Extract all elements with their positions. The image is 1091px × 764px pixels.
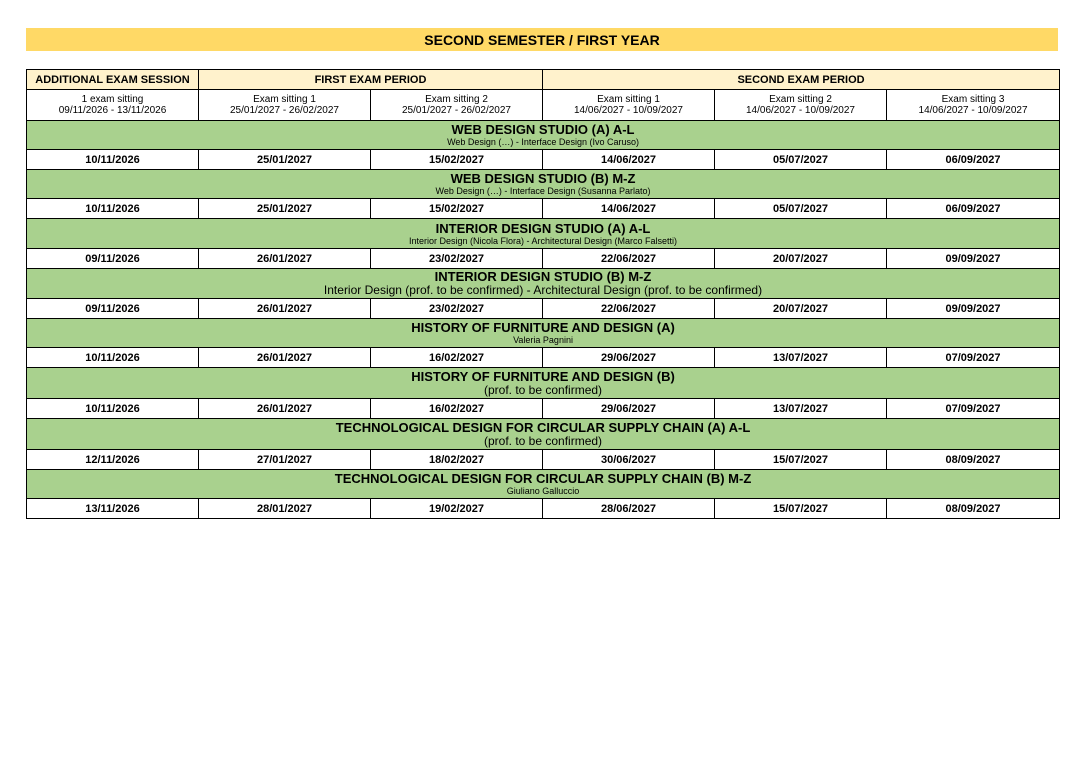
course-header-row	[27, 319, 1060, 348]
exam-date-cell: 09/09/2027	[887, 299, 1060, 319]
sitting-cell	[27, 90, 199, 121]
course-name: HISTORY OF FURNITURE AND DESIGN (A)	[411, 320, 675, 335]
sitting-cell	[543, 90, 715, 121]
exam-date-cell: 22/06/2027	[543, 299, 715, 319]
exam-date-cell: 28/06/2027	[543, 499, 715, 519]
course-name: TECHNOLOGICAL DESIGN FOR CIRCULAR SUPPLY CHAIN (B) M-Z	[334, 471, 752, 486]
exam-date-cell: 14/06/2027	[543, 150, 715, 170]
sitting-label: Exam sitting 3	[941, 94, 1005, 105]
sitting-cell	[887, 90, 1060, 121]
course-name: INTERIOR DESIGN STUDIO (A) A-L	[435, 220, 651, 236]
exam-date-cell: 06/09/2027	[887, 199, 1060, 219]
sitting-label: 1 exam sitting	[81, 94, 144, 105]
course-teachers: (prof. to be confirmed)	[483, 433, 603, 448]
exam-date-cell: 10/11/2026	[27, 348, 199, 368]
course-name: TECHNOLOGICAL DESIGN FOR CIRCULAR SUPPLY CHAIN (A) A-L	[335, 419, 751, 435]
exam-date-cell: 15/07/2027	[715, 450, 887, 470]
exam-dates-row	[27, 199, 1060, 219]
sitting-range: 14/06/2027 - 10/09/2027	[746, 105, 855, 116]
exam-date-cell: 10/11/2026	[27, 199, 199, 219]
exam-date-cell: 07/09/2027	[887, 399, 1060, 419]
course-cell	[27, 219, 1060, 249]
exam-date-cell: 26/01/2027	[199, 348, 371, 368]
exam-date-cell: 26/01/2027	[199, 399, 371, 419]
exam-date-cell: 15/02/2027	[371, 199, 543, 219]
exam-date-cell: 05/07/2027	[715, 150, 887, 170]
exam-schedule-table	[26, 69, 1060, 519]
first-period-header: FIRST EXAM PERIOD	[199, 70, 543, 90]
exam-dates-row	[27, 450, 1060, 470]
course-cell	[27, 368, 1060, 399]
exam-date-cell: 25/01/2027	[199, 150, 371, 170]
exam-date-cell: 16/02/2027	[371, 348, 543, 368]
exam-date-cell: 29/06/2027	[543, 399, 715, 419]
exam-date-cell: 27/01/2027	[199, 450, 371, 470]
exam-date-cell: 13/07/2027	[715, 399, 887, 419]
course-header-row	[27, 269, 1060, 299]
sitting-range: 25/01/2027 - 26/02/2027	[230, 105, 339, 116]
sitting-range: 14/06/2027 - 10/09/2027	[918, 105, 1028, 116]
exam-date-cell: 07/09/2027	[887, 348, 1060, 368]
sitting-range: 09/11/2026 - 13/11/2026	[58, 105, 167, 116]
course-header-row	[27, 368, 1060, 399]
sitting-cell	[715, 90, 887, 121]
sitting-cell	[199, 90, 371, 121]
course-teachers: Interior Design (prof. to be confirmed) - Architectural Design (prof. to be confirmed)	[323, 283, 763, 297]
exam-dates-row	[27, 249, 1060, 269]
exam-date-cell: 25/01/2027	[199, 199, 371, 219]
exam-date-cell: 08/09/2027	[887, 450, 1060, 470]
course-cell	[27, 470, 1060, 499]
sitting-range: 25/01/2027 - 26/02/2027	[402, 105, 511, 116]
exam-date-cell: 19/02/2027	[371, 499, 543, 519]
sitting-label: Exam sitting 2	[425, 94, 488, 105]
course-cell	[27, 269, 1060, 299]
exam-date-cell: 14/06/2027	[543, 199, 715, 219]
second-period-header: SECOND EXAM PERIOD	[543, 70, 1060, 90]
exam-dates-row	[27, 399, 1060, 419]
exam-date-cell: 05/07/2027	[715, 199, 887, 219]
additional-session-header: ADDITIONAL EXAM SESSION	[27, 70, 199, 90]
exam-date-cell: 10/11/2026	[27, 150, 199, 170]
exam-date-cell: 12/11/2026	[27, 450, 199, 470]
sitting-cell	[371, 90, 543, 121]
course-header-row	[27, 419, 1060, 450]
course-cell	[27, 319, 1060, 348]
exam-dates-row	[27, 499, 1060, 519]
exam-date-cell: 20/07/2027	[715, 249, 887, 269]
sitting-label: Exam sitting 1	[253, 94, 316, 105]
exam-date-cell: 16/02/2027	[371, 399, 543, 419]
course-name: WEB DESIGN STUDIO (A) A-L	[451, 122, 635, 137]
exam-dates-row	[27, 348, 1060, 368]
period-header-row	[27, 70, 1060, 90]
course-teachers: (prof. to be confirmed)	[483, 382, 603, 397]
sitting-label: Exam sitting 1	[597, 94, 660, 105]
exam-date-cell: 22/06/2027	[543, 249, 715, 269]
course-name: INTERIOR DESIGN STUDIO (B) M-Z	[434, 269, 652, 284]
exam-date-cell: 09/09/2027	[887, 249, 1060, 269]
exam-dates-row	[27, 299, 1060, 319]
exam-date-cell: 23/02/2027	[371, 299, 543, 319]
sitting-range: 14/06/2027 - 10/09/2027	[574, 105, 683, 116]
exam-date-cell: 26/01/2027	[199, 249, 371, 269]
course-teachers: Web Design (…) - Interface Design (Susanna Parlato)	[435, 186, 651, 196]
exam-dates-row	[27, 150, 1060, 170]
course-teachers: Interior Design (Nicola Flora) - Architectural Design (Marco Falsetti)	[408, 235, 678, 246]
exam-date-cell: 13/11/2026	[27, 499, 199, 519]
course-teachers: Valeria Pagnini	[513, 335, 573, 345]
course-header-row	[27, 219, 1060, 249]
exam-date-cell: 15/07/2027	[715, 499, 887, 519]
exam-date-cell: 23/02/2027	[371, 249, 543, 269]
exam-date-cell: 09/11/2026	[27, 249, 199, 269]
exam-date-cell: 09/11/2026	[27, 299, 199, 319]
exam-date-cell: 20/07/2027	[715, 299, 887, 319]
exam-date-cell: 10/11/2026	[27, 399, 199, 419]
exam-date-cell: 28/01/2027	[199, 499, 371, 519]
course-header-row	[27, 121, 1060, 150]
course-teachers: Giuliano Galluccio	[506, 486, 580, 496]
exam-date-cell: 18/02/2027	[371, 450, 543, 470]
course-header-row	[27, 470, 1060, 499]
exam-date-cell: 26/01/2027	[199, 299, 371, 319]
course-name: HISTORY OF FURNITURE AND DESIGN (B)	[411, 368, 675, 384]
exam-date-cell: 15/02/2027	[371, 150, 543, 170]
course-cell	[27, 419, 1060, 450]
exam-date-cell: 08/09/2027	[887, 499, 1060, 519]
course-name: WEB DESIGN STUDIO (B) M-Z	[450, 171, 636, 186]
exam-date-cell: 13/07/2027	[715, 348, 887, 368]
course-cell	[27, 121, 1060, 150]
exam-date-cell: 29/06/2027	[543, 348, 715, 368]
sitting-label: Exam sitting 2	[769, 94, 832, 105]
course-header-row	[27, 170, 1060, 199]
course-teachers: Web Design (…) - Interface Design (Ivo Caruso)	[447, 137, 639, 147]
page-title: SECOND SEMESTER / FIRST YEAR	[26, 28, 1058, 51]
course-cell	[27, 170, 1060, 199]
exam-date-cell: 06/09/2027	[887, 150, 1060, 170]
sitting-header-row	[27, 90, 1060, 121]
exam-date-cell: 30/06/2027	[543, 450, 715, 470]
